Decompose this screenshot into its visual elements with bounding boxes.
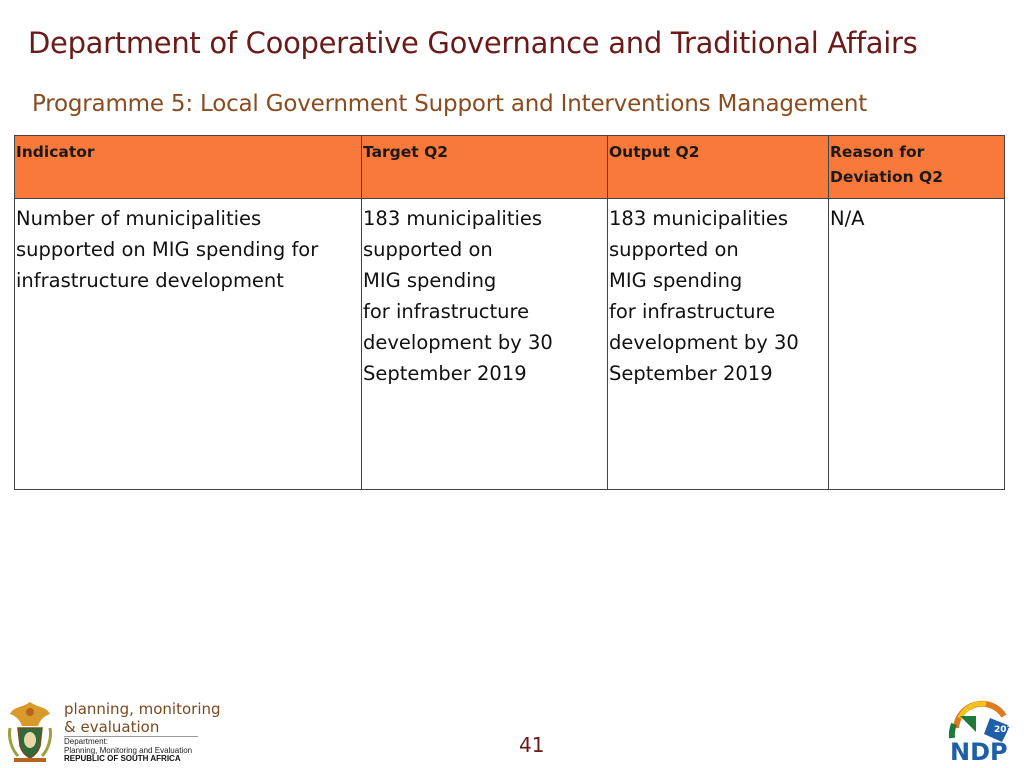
- column-header-indicator: Indicator: [15, 136, 362, 199]
- cell-target: 183 municipalities supported on MIG spending for infrastructure development by 30 September 2019: [362, 199, 608, 490]
- pme-logo-line1: planning, monitoring: [64, 700, 221, 718]
- table-row: [15, 199, 1005, 490]
- indicator-table: [14, 135, 1005, 490]
- page-number: 41: [519, 733, 545, 757]
- column-header-target: Target Q2: [362, 136, 608, 199]
- ndp-logo-icon: [946, 698, 1020, 766]
- page-subtitle: Programme 5: Local Government Support and Interventions Management: [32, 91, 868, 117]
- cell-reason: N/A: [829, 199, 1005, 490]
- cell-output: 183 municipalities supported on MIG spending for infrastructure development by 30 September 2019: [608, 199, 829, 490]
- pme-country-text: REPUBLIC OF SOUTH AFRICA: [64, 754, 181, 763]
- pme-logo-line2: & evaluation: [64, 718, 160, 736]
- pme-logo: [4, 698, 221, 764]
- column-header-reason: Reason for Deviation Q2: [829, 136, 1005, 199]
- table-header-row: [15, 136, 1005, 199]
- ndp-text: NDP: [950, 738, 1008, 766]
- coat-of-arms-icon: [4, 698, 56, 764]
- column-header-output: Output Q2: [608, 136, 829, 199]
- page-title: Department of Cooperative Governance and Traditional Affairs: [28, 26, 918, 60]
- ndp-year: 2030: [994, 725, 1020, 735]
- cell-indicator: Number of municipalities supported on MIG spending for infrastructure development: [15, 199, 362, 490]
- pme-department-text: Department: Planning, Monitoring and Evaluation: [64, 737, 193, 755]
